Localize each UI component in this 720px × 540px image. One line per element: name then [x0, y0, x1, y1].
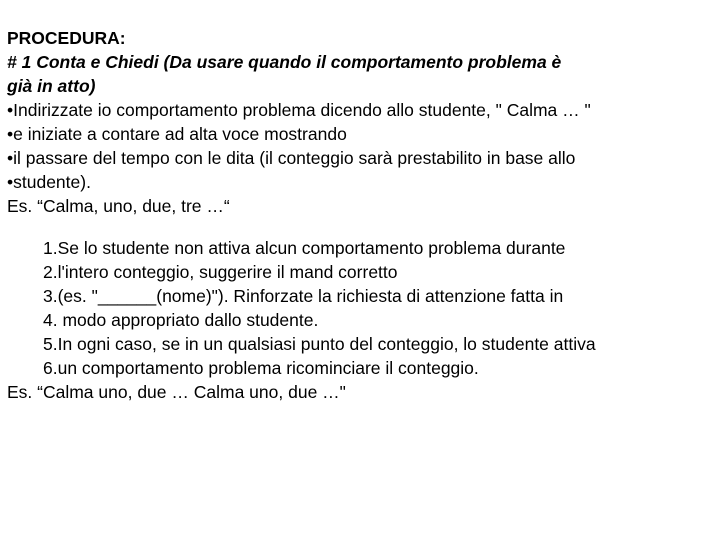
- numbered-line-2: 2.l'intero conteggio, suggerire il mand corretto: [43, 262, 398, 282]
- bullet-line-2: •e iniziate a contare ad alta voce mostrando: [7, 124, 347, 144]
- numbered-line-3: 3.(es. "______(nome)"). Rinforzate la richiesta di attenzione fatta in: [43, 286, 564, 306]
- numbered-line-6: 6.un comportamento problema ricominciare il conteggio.: [43, 358, 479, 378]
- bullet-line-1: •Indirizzate io comportamento problema dicendo allo studente, " Calma … ": [7, 100, 591, 120]
- bullet-line-3: •il passare del tempo con le dita (il conteggio sarà prestabilito in base allo: [7, 148, 576, 168]
- numbered-line-4: 4. modo appropriato dallo studente.: [43, 310, 319, 330]
- procedure-slide: [7, 26, 713, 404]
- numbered-line-5: 5.In ogni caso, se in un qualsiasi punto del conteggio, lo studente attiva: [43, 334, 596, 354]
- bullet-line-4: •studente).: [7, 172, 91, 192]
- procedure-subtitle-line-2: già in atto): [7, 76, 96, 96]
- section-spacer: [7, 218, 713, 236]
- procedure-subtitle-line-1: # 1 Conta e Chiedi (Da usare quando il comportamento problema è: [7, 52, 562, 72]
- example-line-1: Es. “Calma, uno, due, tre …“: [7, 196, 230, 216]
- procedure-title: PROCEDURA:: [7, 28, 126, 48]
- example-line-2: Es. “Calma uno, due … Calma uno, due …": [7, 382, 346, 402]
- numbered-line-1: 1.Se lo studente non attiva alcun comportamento problema durante: [43, 238, 566, 258]
